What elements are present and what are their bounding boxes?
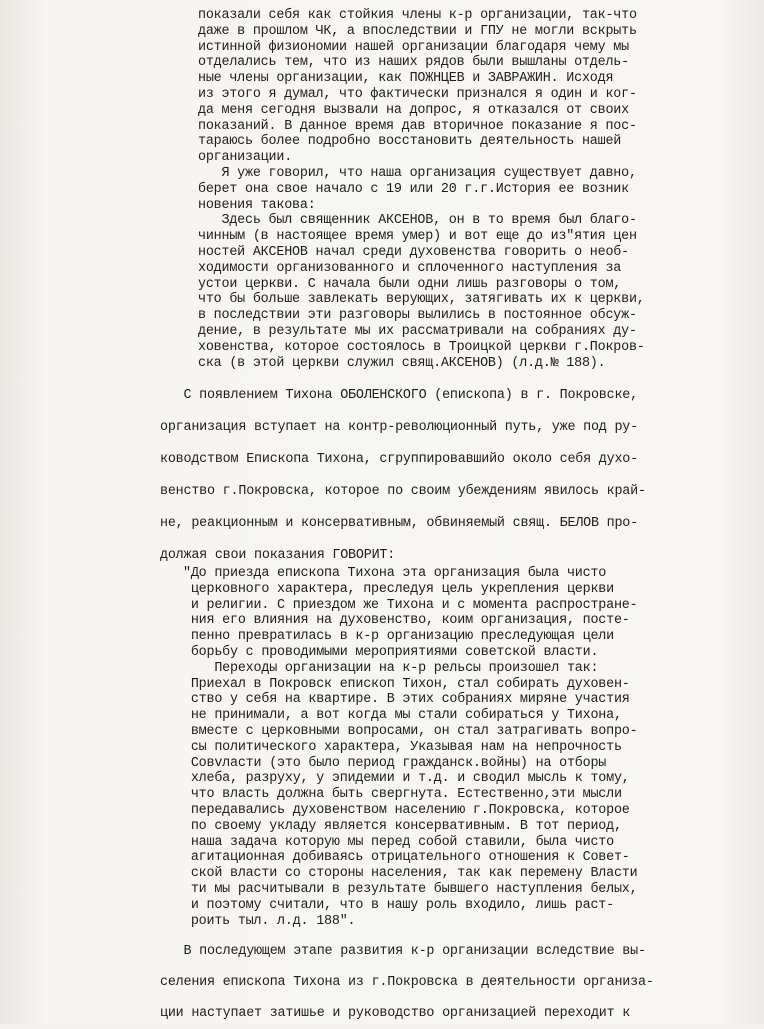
text-line: Здесь был священник АКСЕНОВ, он в то время был благо- <box>198 213 637 229</box>
text-line: даже в прошлом ЧК, а впоследствии и ГПУ не могли вскрыть <box>198 23 637 39</box>
text-line: роить тыл. л.д. 188". <box>183 913 356 929</box>
text-line: Я уже говорил, что наша организация существует давно, <box>198 165 637 181</box>
text-line: наша задача которую мы перед собой ставили, была чисто <box>183 834 614 850</box>
text-line: ностей АКСЕНОВ начал среди духовенства говорить о необ- <box>198 244 629 260</box>
text-line: организация вступает на контр-революционный путь, уже под ру- <box>160 420 638 435</box>
text-line: ти мы расчитывали в результате бывшего наступления белых, <box>183 881 638 897</box>
text-line: венство г.Покровска, которое по своим убеждениям явилось край- <box>160 484 646 499</box>
text-line: ской власти со стороны населения, так как перемену Власти <box>183 866 638 882</box>
text-line: да меня сегодня вызвали на допрос, я отказался от своих <box>198 102 629 118</box>
text-line: устои церкви. С начала были одни лишь разговоры о том, <box>198 276 622 292</box>
text-line: борьбу с проводимыми мероприятиями советской власти. <box>183 644 599 660</box>
text-line: ховенства, которое состоялось в Троицкой церкви г.Покров- <box>198 339 645 355</box>
text-line: показаний. В данное время дав вторичное показание я пос- <box>198 118 637 134</box>
text-line: чинным (в настоящее время умер) и вот еще до из"ятия цен <box>198 229 637 245</box>
text-line: пенно превратилась в к-р организацию преследующая цели <box>183 629 614 645</box>
text-line: не принимали, а вот когда мы стали собираться у Тихона, <box>183 708 622 724</box>
text-line: и поэтому считали, что в нашу роль входило, лишь раст- <box>183 897 614 913</box>
text-line: показали себя как стойкия члены к-р организации, так-что <box>198 8 637 23</box>
text-line: отделались тем, что из наших рядов были вышланы отдель- <box>198 55 629 71</box>
text-line: церковного характера, преследуя цель укрепления церкви <box>183 581 614 597</box>
text-line: организации. <box>198 150 293 166</box>
narrative-paragraph <box>160 380 646 572</box>
text-line: сы политического характера, Указывая нам на непрочность <box>183 739 622 755</box>
text-line: дение, в результате мы их рассматривали на собраниях ду- <box>198 323 637 339</box>
text-line: ходимости организованного и сплоченного наступления за <box>198 260 622 276</box>
text-line: тараюсь более подробно восстановить деятельность нашей <box>198 134 622 150</box>
text-line: из этого я думал, что фактически признался я один и ког- <box>198 86 637 102</box>
text-line: хлеба, разруху, у эпидемии и т.д. и сводил мысль к тому, <box>183 771 630 787</box>
text-line: берет она свое начало с 19 или 20 г.г.История ее возник <box>198 181 629 197</box>
text-line: не, реакционным и консервативным, обвиняемый свящ. БЕЛОВ про- <box>160 516 638 531</box>
text-line: Совvласти (это было период гражданск.войны) на отборы <box>183 755 607 771</box>
text-line: новения такова: <box>198 197 316 213</box>
text-line: передавались духовенством населению г.Покровска, которое <box>183 802 630 818</box>
text-line: ные члены организации, как ПОЖНЦЕВ и ЗАВРАЖИН. Исходя <box>198 71 614 87</box>
text-line: ска (в этой церкви служил свящ.АКСЕНОВ) (л.д.№ 188). <box>198 355 606 371</box>
text-line: агитационная добиваясь отрицательного отношения к Совет- <box>183 850 630 866</box>
text-line: Переходы организации на к-р рельсы произошел так: <box>183 660 599 676</box>
text-line: по своему укладу является консервативным. В тот период, <box>183 818 622 834</box>
text-line: должая свои показания ГОВОРИТ: <box>160 548 396 563</box>
text-line: ции наступает затишье и руководство организацией переходит к <box>160 1006 631 1021</box>
testimony-paragraph-top <box>198 8 645 371</box>
text-line: истинной физиономии нашей организации благодаря чему мы <box>198 39 629 55</box>
text-line: В последующем этапе развития к-р организации вследствие вы- <box>160 944 646 959</box>
narrative-paragraph-bottom <box>160 936 654 1029</box>
text-line: ство у себя на квартире. В этих собраниях миряне участия <box>183 692 630 708</box>
text-line: селения епископа Тихона из г.Покровска в деятельности организа- <box>160 975 654 990</box>
text-line: вместе с церковными вопросами, он стал затрагивать вопро- <box>183 723 638 739</box>
text-line: ния его влияния на духовенство, коим организация, посте- <box>183 613 630 629</box>
quoted-testimony <box>183 566 637 929</box>
text-line: Приехал в Покровск епископ Тихон, стал собирать духовен- <box>183 676 630 692</box>
text-line: что бы больше завлекать верующих, затягивать их к церкви, <box>198 292 645 308</box>
text-line: что власть должна быть свергнута. Естественно,эти мысли <box>183 787 622 803</box>
text-line: "До приезда епископа Тихона эта организация была чисто <box>183 566 607 581</box>
text-line: в последствии эти разговоры вылились в постоянное обсуж- <box>198 308 637 324</box>
text-line: ководством Епископа Тихона, сгруппировавшийо около себя духо- <box>160 452 638 467</box>
text-line: и религии. С приездом же Тихона и с момента распростране- <box>183 597 638 613</box>
text-line: С появлением Тихона ОБОЛЕНСКОГО (епископа) в г. Покровске, <box>160 388 638 403</box>
